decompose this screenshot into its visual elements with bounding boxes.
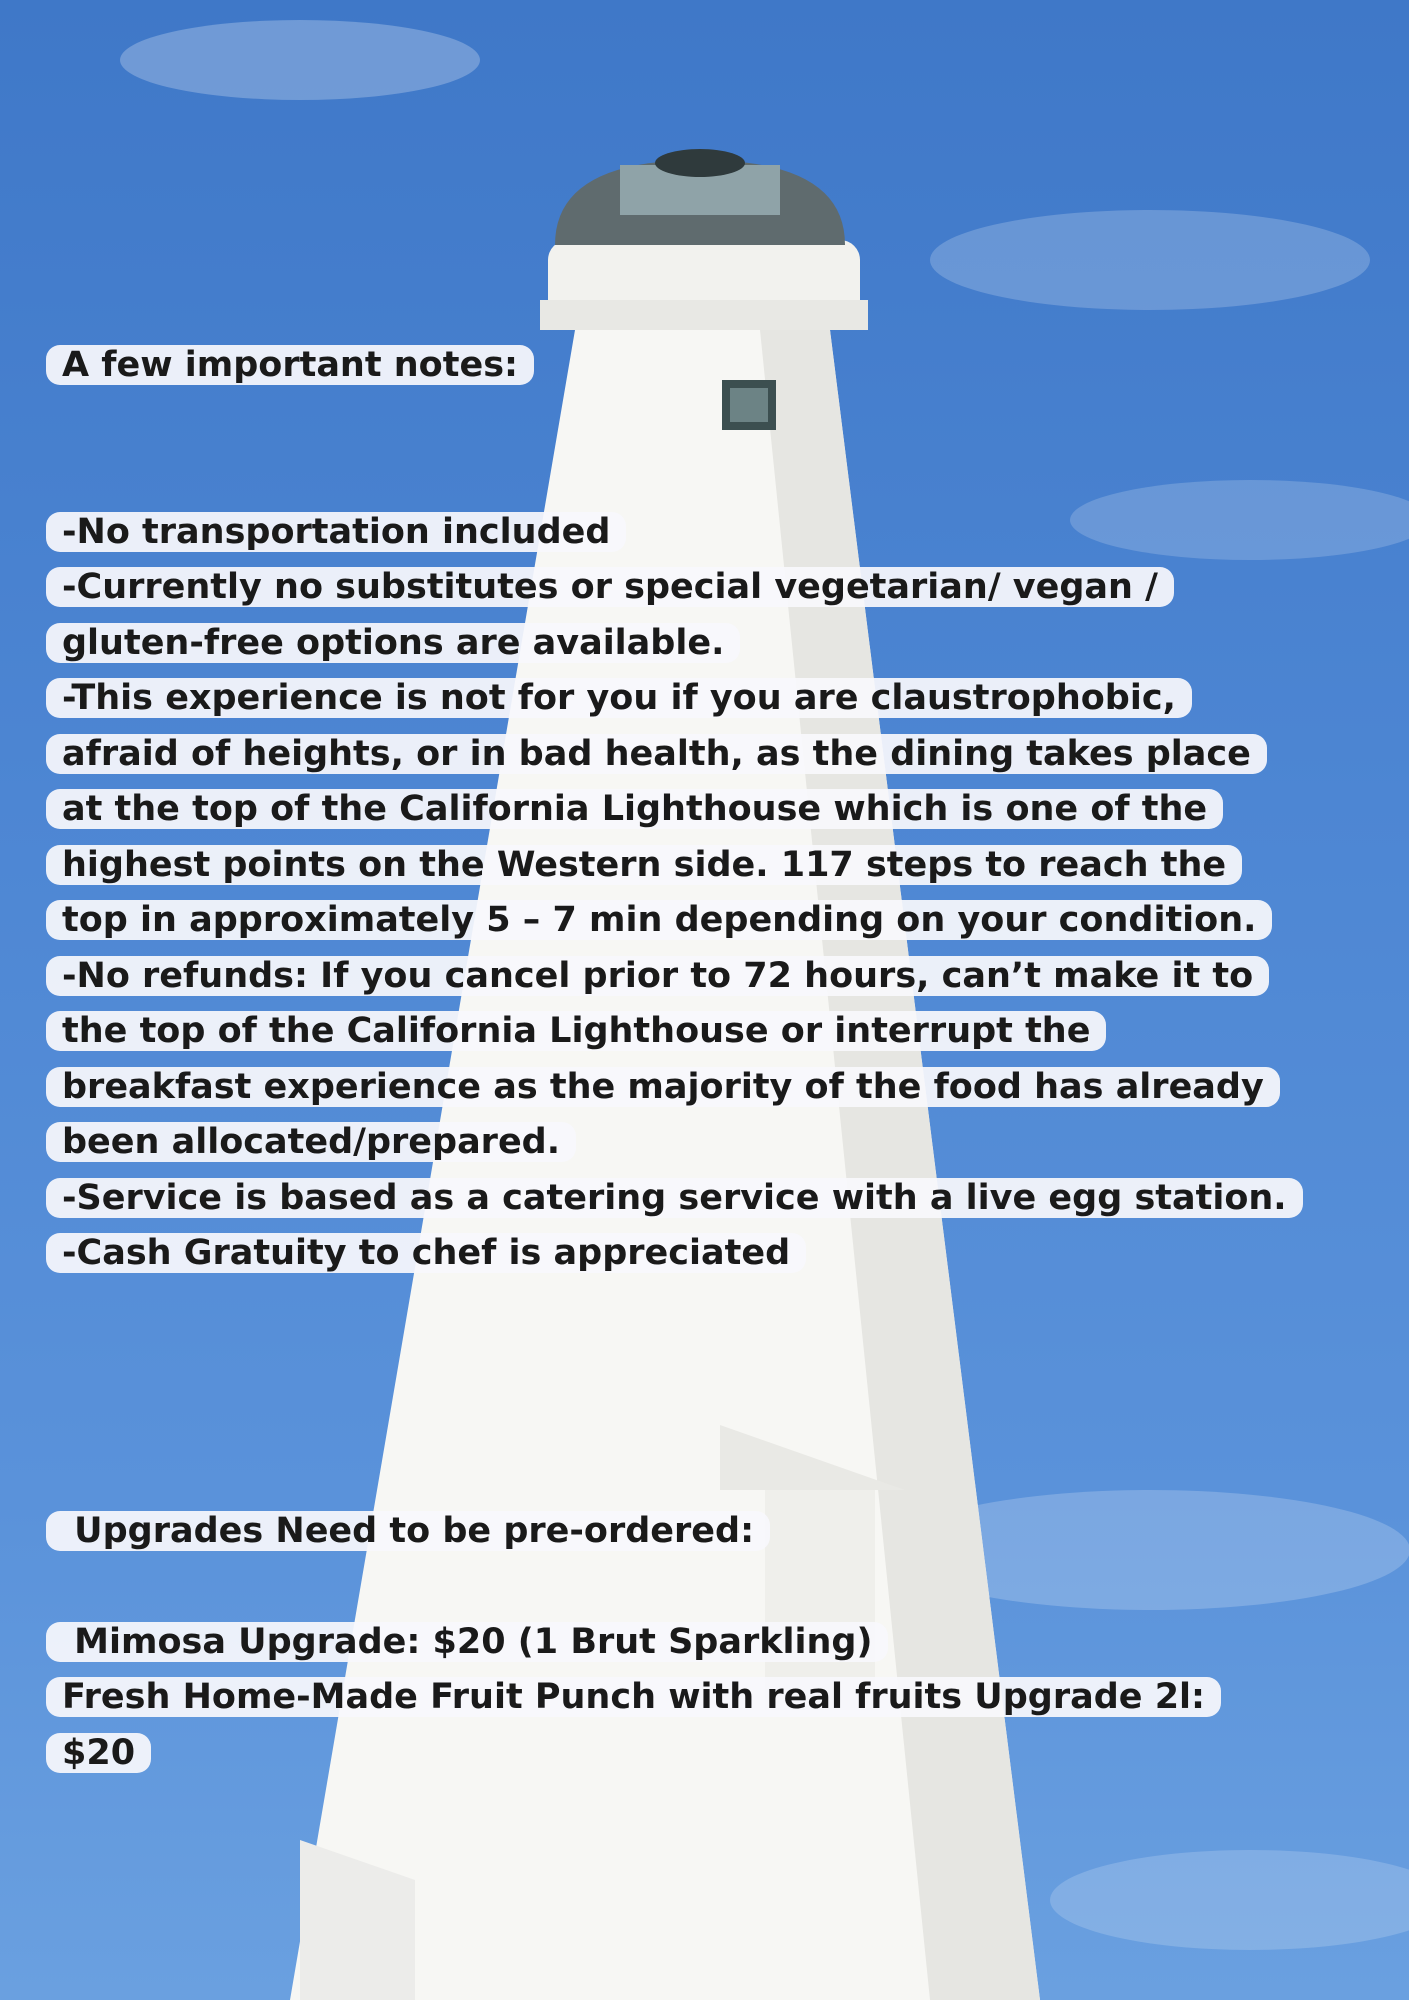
upgrade-line (46, 1615, 1346, 1671)
note-text: breakfast experience as the majority of the food has already (46, 1067, 1280, 1107)
fruit-punch-upgrade: Fresh Home-Made Fruit Punch with real fruits Upgrade 2l: (46, 1677, 1221, 1717)
note-text: -Currently no substitutes or special vegetarian/ vegan / (46, 567, 1174, 607)
note-text: the top of the California Lighthouse or interrupt the (46, 1011, 1106, 1051)
note-text: highest points on the Western side. 117 steps to reach the (46, 845, 1242, 885)
note-line (46, 560, 1346, 616)
note-text: -This experience is not for you if you are claustrophobic, (46, 678, 1192, 718)
note-line (46, 671, 1346, 727)
note-text: -No transportation included (46, 512, 626, 552)
note-line (46, 838, 1346, 894)
note-line (46, 505, 1346, 561)
note-line (46, 616, 1346, 672)
upgrade-line (46, 1726, 1346, 1782)
spacer (46, 1393, 1346, 1504)
note-line (46, 1171, 1346, 1227)
notes-block (46, 338, 1346, 1781)
note-text: -No refunds: If you cancel prior to 72 hours, can’t make it to (46, 956, 1269, 996)
note-line (46, 1115, 1346, 1171)
note-line (46, 1226, 1346, 1282)
note-text: at the top of the California Lighthouse which is one of the (46, 789, 1223, 829)
note-text: afraid of heights, or in bad health, as the dining takes place (46, 734, 1267, 774)
note-text: top in approximately 5 – 7 min depending on your condition. (46, 900, 1272, 940)
note-line (46, 1004, 1346, 1060)
upgrades-heading: Upgrades Need to be pre-ordered: (46, 1511, 770, 1551)
note-line (46, 782, 1346, 838)
upgrade-line (46, 1670, 1346, 1726)
note-text: gluten-free options are available. (46, 623, 740, 663)
note-line (46, 727, 1346, 783)
note-text: -Service is based as a catering service with a live egg station. (46, 1178, 1303, 1218)
mimosa-upgrade: Mimosa Upgrade: $20 (1 Brut Sparkling) (46, 1622, 888, 1662)
fruit-punch-price: $20 (46, 1733, 151, 1773)
note-line (46, 949, 1346, 1005)
notes-heading-line (46, 338, 1346, 394)
note-text: been allocated/prepared. (46, 1122, 576, 1162)
note-line (46, 1060, 1346, 1116)
spacer (46, 1282, 1346, 1393)
spacer (46, 1559, 1346, 1615)
note-text: -Cash Gratuity to chef is appreciated (46, 1233, 806, 1273)
note-line (46, 893, 1346, 949)
notes-heading: A few important notes: (46, 345, 534, 385)
upgrades-heading-line (46, 1504, 1346, 1560)
spacer (46, 394, 1346, 505)
